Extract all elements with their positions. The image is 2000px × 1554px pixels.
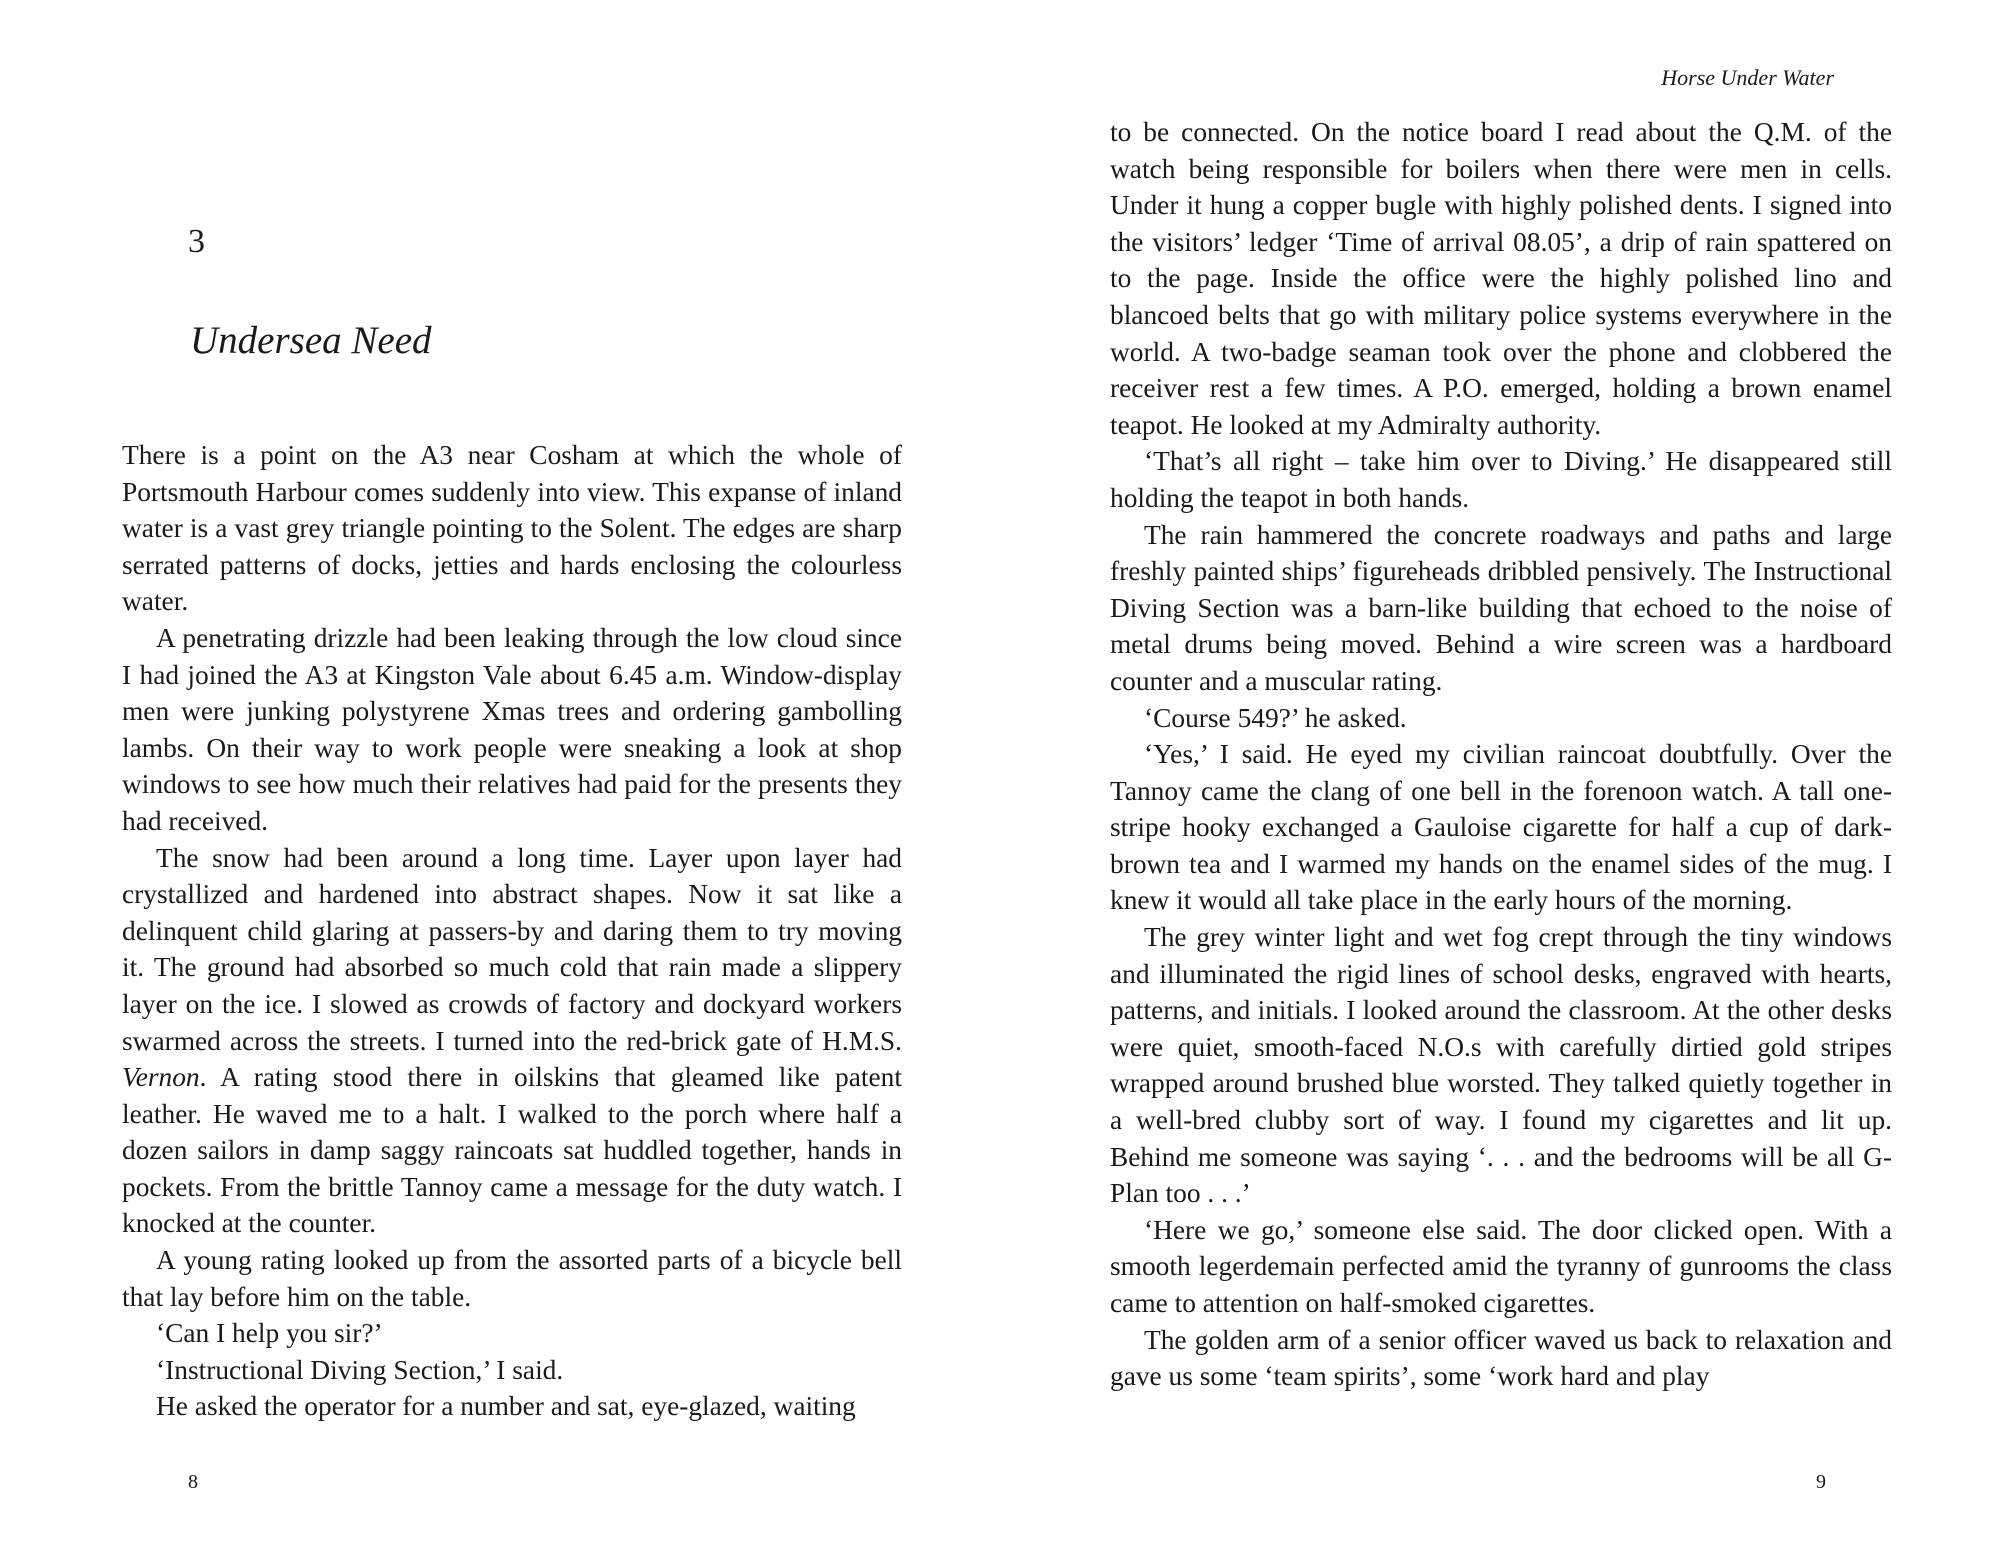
dialogue-line: ‘That’s all right – take him over to Diving.’ He disappeared still holding the teapot in both hands. [1110, 446, 1892, 513]
paragraph: ‘Here we go,’ someone else said. The door clicked open. With a smooth legerdemain perfected amid the tyranny of gunrooms the class came to attention on half-smoked cigarettes. [1110, 1214, 1892, 1318]
dialogue-line: ‘Can I help you sir?’ [156, 1318, 383, 1349]
right-body-text [1110, 114, 1892, 1395]
chapter-title: Undersea Need [190, 319, 432, 362]
paragraph: The golden arm of a senior officer waved us back to relaxation and gave us some ‘team spirits’, some ‘work hard and play [1110, 1324, 1892, 1392]
page-number: 8 [188, 1471, 198, 1493]
right-page [1000, 0, 2000, 1554]
paragraph [122, 840, 902, 1243]
paragraph: The rain hammered the concrete roadways and paths and large freshly painted ships’ figureheads dribbled pensively. The Instructional Diving Section was a barn-like building that echoed to the noise of metal drums being moved. Behind a wire screen was a hardboard counter and a muscular rating. [1110, 519, 1892, 696]
paragraph-text: . A rating stood there in oilskins that gleamed like patent leather. He waved me to a halt. I walked to the porch where half a dozen sailors in damp saggy raincoats sat huddled together, hands in pockets. From the brittle Tannoy came a message for the duty watch. I knocked at the counter. [122, 1062, 902, 1239]
left-body-text [122, 437, 902, 1425]
page-number: 9 [1816, 1471, 1826, 1493]
paragraph: There is a point on the A3 near Cosham at which the whole of Portsmouth Harbour comes suddenly into view. This expanse of inland water is a vast grey triangle pointing to the Solent. The edges are sharp serrated patterns of docks, jetties and hards enclosing the colourless water. [122, 440, 902, 617]
ship-name: Vernon [122, 1062, 200, 1093]
dialogue-line: ‘Instructional Diving Section,’ I said. [156, 1354, 564, 1385]
paragraph: The grey winter light and wet fog crept through the tiny windows and illuminated the rigid lines of school desks, engraved with hearts, patterns, and initials. I looked around the classroom. At the other desks were quiet, smooth-faced N.O.s with carefully dirtied gold stripes wrapped around brushed blue worsted. They talked quietly together in a well-bred clubby sort of way. I found my cigarettes and lit up. Behind me someone was saying ‘. . . and the bedrooms will be all G-Plan too . . .’ [1110, 922, 1892, 1209]
paragraph: A young rating looked up from the assorted parts of a bicycle bell that lay before him on the table. [122, 1245, 902, 1312]
chapter-number: 3 [188, 223, 205, 260]
paragraph: A penetrating drizzle had been leaking through the low cloud since I had joined the A3 at Kingston Vale about 6.45 a.m. Window-display men were junking polystyrene Xmas trees and ordering gambolling lambs. On their way to work people were sneaking a look at shop windows to see how much their relatives had paid for the presents they had received. [122, 622, 902, 836]
dialogue-line: ‘Course 549?’ he asked. [1144, 702, 1407, 733]
paragraph: ‘Yes,’ I said. He eyed my civilian raincoat doubtfully. Over the Tannoy came the clang of one bell in the forenoon watch. A tall one-stripe hooky exchanged a Gauloise cigarette for half a cup of dark-brown tea and I warmed my hands on the enamel sides of the mug. I knew it would all take place in the early hours of the morning. [1110, 739, 1892, 916]
paragraph-text: The snow had been around a long time. Layer upon layer had crystallized and hardened into abstract shapes. Now it sat like a delinquent child glaring at passers-by and daring them to try moving it. The ground had absorbed so much cold that rain made a slippery layer on the ice. I slowed as crowds of factory and dockyard workers swarmed across the streets. I turned into the red-brick gate of H.M.S. [122, 842, 902, 1056]
paragraph: He asked the operator for a number and sat, eye-glazed, waiting [156, 1391, 856, 1422]
running-head: Horse Under Water [1661, 65, 1834, 90]
paragraph: to be connected. On the notice board I read about the Q.M. of the watch being responsible for boilers when there were men in cells. Under it hung a copper bugle with highly polished dents. I signed into the visitors’ ledger ‘Time of arrival 08.05’, a drip of rain spattered on to the page. Inside the office were the highly polished lino and blancoed belts that go with military police systems everywhere in the world. A two-badge seaman took over the phone and clobbered the receiver rest a few times. A P.O. emerged, holding a brown enamel teapot. He looked at my Admiralty authority. [1110, 117, 1892, 440]
